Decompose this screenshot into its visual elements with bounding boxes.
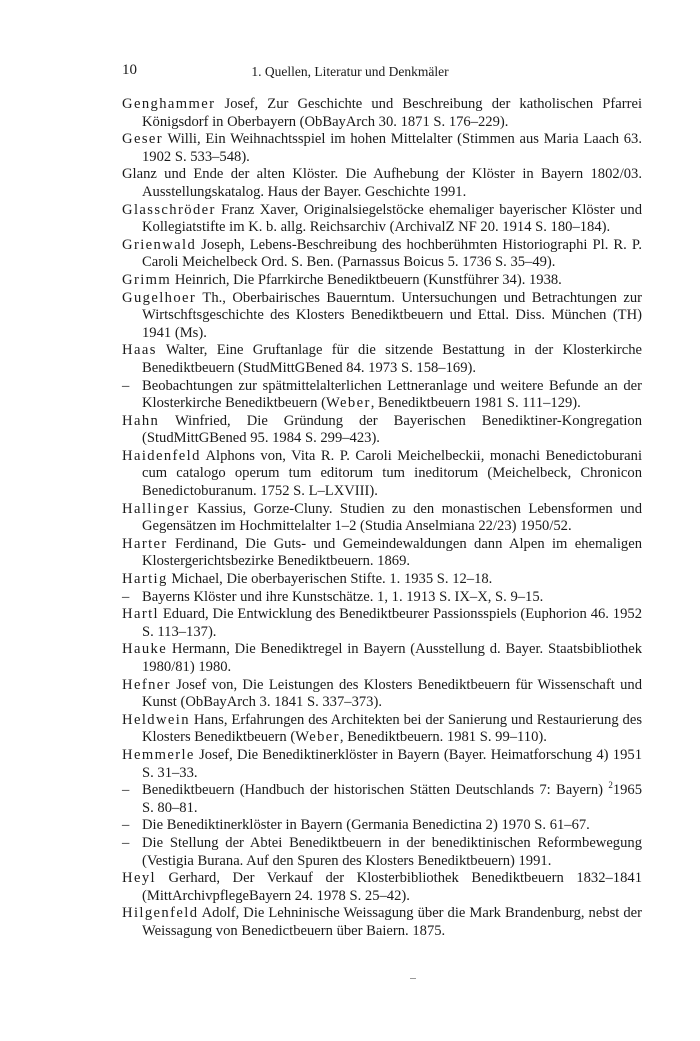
entry-author: Hahn — [122, 412, 160, 429]
entry-author: Grienwald — [122, 236, 197, 253]
entry-author: Haas — [122, 342, 157, 359]
bibliography-entry — [122, 272, 642, 290]
entry-text: Michael, Die oberbayerischen Stifte. 1. 1935 S. 12–18. — [167, 571, 493, 588]
entry-dash: – — [122, 377, 130, 394]
entry-text: Hans, Erfahrungen des Architekten bei der Sanierung und Restaurierung des Klosters Benediktbeuern ( — [142, 711, 642, 746]
bibliography-entry — [122, 589, 642, 607]
entry-text: Kassius, Gorze-Cluny. Studien zu den monastischen Lebensformen und Gegensätzen im Hochmittelalter 1–2 (Studia Anselmiana 22/23) 1950/52. — [142, 500, 642, 535]
footer-mark — [410, 978, 416, 979]
bibliography-entry — [122, 413, 642, 448]
bibliography-entry — [122, 131, 642, 166]
entry-text: Benediktbeuern (Handbuch der historischen Stätten Deutschlands 7: Bayern) — [142, 782, 609, 799]
entry-text: Eduard, Die Entwicklung des Benediktbeurer Passionsspiels (Euphorion 46. 1952 S. 113–137). — [142, 606, 642, 640]
entry-text: Josef, Zur Geschichte und Beschreibung der katholischen Pfarrei Königsdorf in Oberbayern (ObBayArch 30. 1871 S. 176–229). — [142, 96, 642, 130]
entry-author: Hilgenfeld — [122, 905, 199, 922]
bibliography-entry — [122, 202, 642, 237]
entry-text: Joseph, Lebens-Beschreibung des hochberühmten Historiographi Pl. R. P. Caroli Meichelbeck Ord. S. Ben. (Parnassus Boicus 5. 1736 S. 35–49). — [142, 236, 642, 271]
entry-author: Hefner — [122, 676, 171, 693]
entry-author: Hemmerle — [122, 746, 195, 763]
bibliography-entry — [122, 166, 642, 201]
entry-text: Winfried, Die Gründung der Bayerischen Benediktiner-Kongregation (StudMittGBened 95. 1984 S. 299–423). — [142, 412, 642, 447]
bibliography-entry — [122, 835, 642, 870]
entry-author: Genghammer — [122, 96, 216, 112]
entry-text: Adolf, Die Lehninische Weissagung über die Mark Brandenburg, nebst der Weissagung von Benedictbeuern über Baiern. 1875. — [142, 905, 642, 939]
entry-cited-author: Weber — [295, 729, 340, 746]
entry-author: Hauke — [122, 641, 168, 658]
entry-text: Walter, Eine Gruftanlage für die sitzende Bestattung in der Klosterkirche Benediktbeuern (StudMittGBened 84. 1973 S. 158–169). — [142, 342, 642, 376]
bibliography-entry — [122, 237, 642, 272]
bibliography-entry — [122, 501, 642, 536]
bibliography-entry — [122, 870, 642, 905]
entry-text: Hermann, Die Benediktregel in Bayern (Ausstellung d. Bayer. Staatsbibliothek 1980/81) 1980. — [142, 641, 642, 675]
bibliography-entry — [122, 747, 642, 782]
entry-cited-author: Weber — [325, 395, 371, 412]
bibliography-entry — [122, 606, 642, 641]
entry-text: Die Benediktinerklöster in Bayern (Germania Benedictina 2) 1970 S. 61–67. — [142, 817, 590, 834]
entry-author: Geser — [122, 131, 164, 148]
entry-dash: – — [122, 782, 130, 799]
bibliography-entry — [122, 536, 642, 571]
entry-text: Heinrich, Die Pfarrkirche Benediktbeuern (Kunstführer 34). 1938. — [171, 271, 562, 288]
page-number: 10 — [122, 62, 137, 78]
entry-author: Hallinger — [122, 500, 190, 517]
entry-author: Gugelhoer — [122, 289, 197, 306]
bibliography-entry — [122, 641, 642, 676]
bibliography-entry — [122, 905, 642, 940]
bibliography-entry — [122, 448, 642, 501]
entry-text-continued: , Benediktbeuern. 1981 S. 99–110). — [339, 729, 547, 746]
bibliography-entry — [122, 342, 642, 377]
bibliography-entry — [122, 571, 642, 589]
edition-superscript: 2 — [608, 780, 613, 791]
entry-text: Franz Xaver, Originalsiegelstöcke ehemaliger bayerischer Klöster und Kollegiatstifte im K. b. allg. Reichsarchiv (ArchivalZ NF 20. 1914 S. 180–184). — [142, 201, 642, 236]
entry-author: Grimm — [122, 271, 172, 288]
entry-author: Haidenfeld — [122, 447, 201, 464]
entry-author: Harter — [122, 535, 168, 552]
bibliography-entry — [122, 378, 642, 413]
entry-text: Th., Oberbairisches Bauerntum. Untersuchungen und Betrachtungen zur Wirtschftsgeschichte des Klosters Benediktbeuern und Ettal. Diss. München (TH) 1941 (Ms). — [142, 289, 642, 341]
entry-text: Beobachtungen zur spätmittelalterlichen Lettneranlage und weitere Befunde an der Klosterkirche Benediktbeuern ( — [142, 377, 642, 412]
entry-dash: – — [122, 817, 130, 834]
entry-text: Bayerns Klöster und ihre Kunstschätze. 1, 1. 1913 S. IX–X, S. 9–15. — [142, 588, 544, 605]
bibliography-entry — [122, 712, 642, 747]
bibliography-entry — [122, 96, 642, 131]
entry-text: Willi, Ein Weihnachtsspiel im hohen Mittelalter (Stimmen aus Maria Laach 63. 1902 S. 533–548). — [142, 131, 642, 165]
entry-text: Gerhard, Der Verkauf der Klosterbibliothek Benediktbeuern 1832–1841 (MittArchivpflegeBayern 24. 1978 S. 25–42). — [142, 870, 642, 904]
bibliography-list — [122, 96, 642, 941]
entry-text: Ferdinand, Die Guts- und Gemeindewaldungen dann Alpen im ehemaligen Klostergerichtsbezirke Benediktbeuern. 1869. — [142, 535, 642, 570]
bibliography-entry — [122, 290, 642, 343]
running-head: 1. Quellen, Literatur und Denkmäler — [251, 64, 449, 79]
entry-author: Heyl — [122, 870, 156, 887]
entry-dash: – — [122, 834, 130, 851]
entry-text: Josef, Die Benediktinerklöster in Bayern (Bayer. Heimatforschung 4) 1951 S. 31–33. — [142, 746, 642, 781]
bibliography-entry — [122, 677, 642, 712]
entry-text: Die Stellung der Abtei Benediktbeuern in der benediktinischen Reformbewegung (Vestigia Burana. Auf den Spuren des Klosters Benediktbeuern) 1991. — [142, 834, 642, 869]
entry-text-continued: , Benediktbeuern 1981 S. 111–129). — [370, 395, 581, 412]
entry-author: Glasschröder — [122, 201, 216, 218]
entry-text: Alphons von, Vita R. P. Caroli Meichelbeckii, monachi Benedictoburani cum catalogo operum tum editorum tum ineditorum (Meichelbeck, Chronicon Benedictoburanum. 1752 S. L–LXVIII). — [142, 447, 642, 500]
entry-text: Glanz und Ende der alten Klöster. Die Aufhebung der Klöster in Bayern 1802/03. Ausstellungskatalog. Haus der Bayer. Geschichte 1991. — [122, 166, 642, 200]
entry-text: Josef von, Die Leistungen des Klosters Benediktbeuern für Wissenschaft und Kunst (ObBayArch 3. 1841 S. 337–373). — [142, 676, 642, 711]
entry-dash: – — [122, 588, 130, 605]
bibliography-entry — [122, 782, 642, 817]
entry-author: Hartig — [122, 571, 168, 588]
bibliography-entry — [122, 817, 642, 835]
entry-author: Heldwein — [122, 711, 190, 728]
entry-author: Hartl — [122, 606, 159, 623]
entry-text-continued: 1965 S. 80–81. — [142, 782, 642, 816]
